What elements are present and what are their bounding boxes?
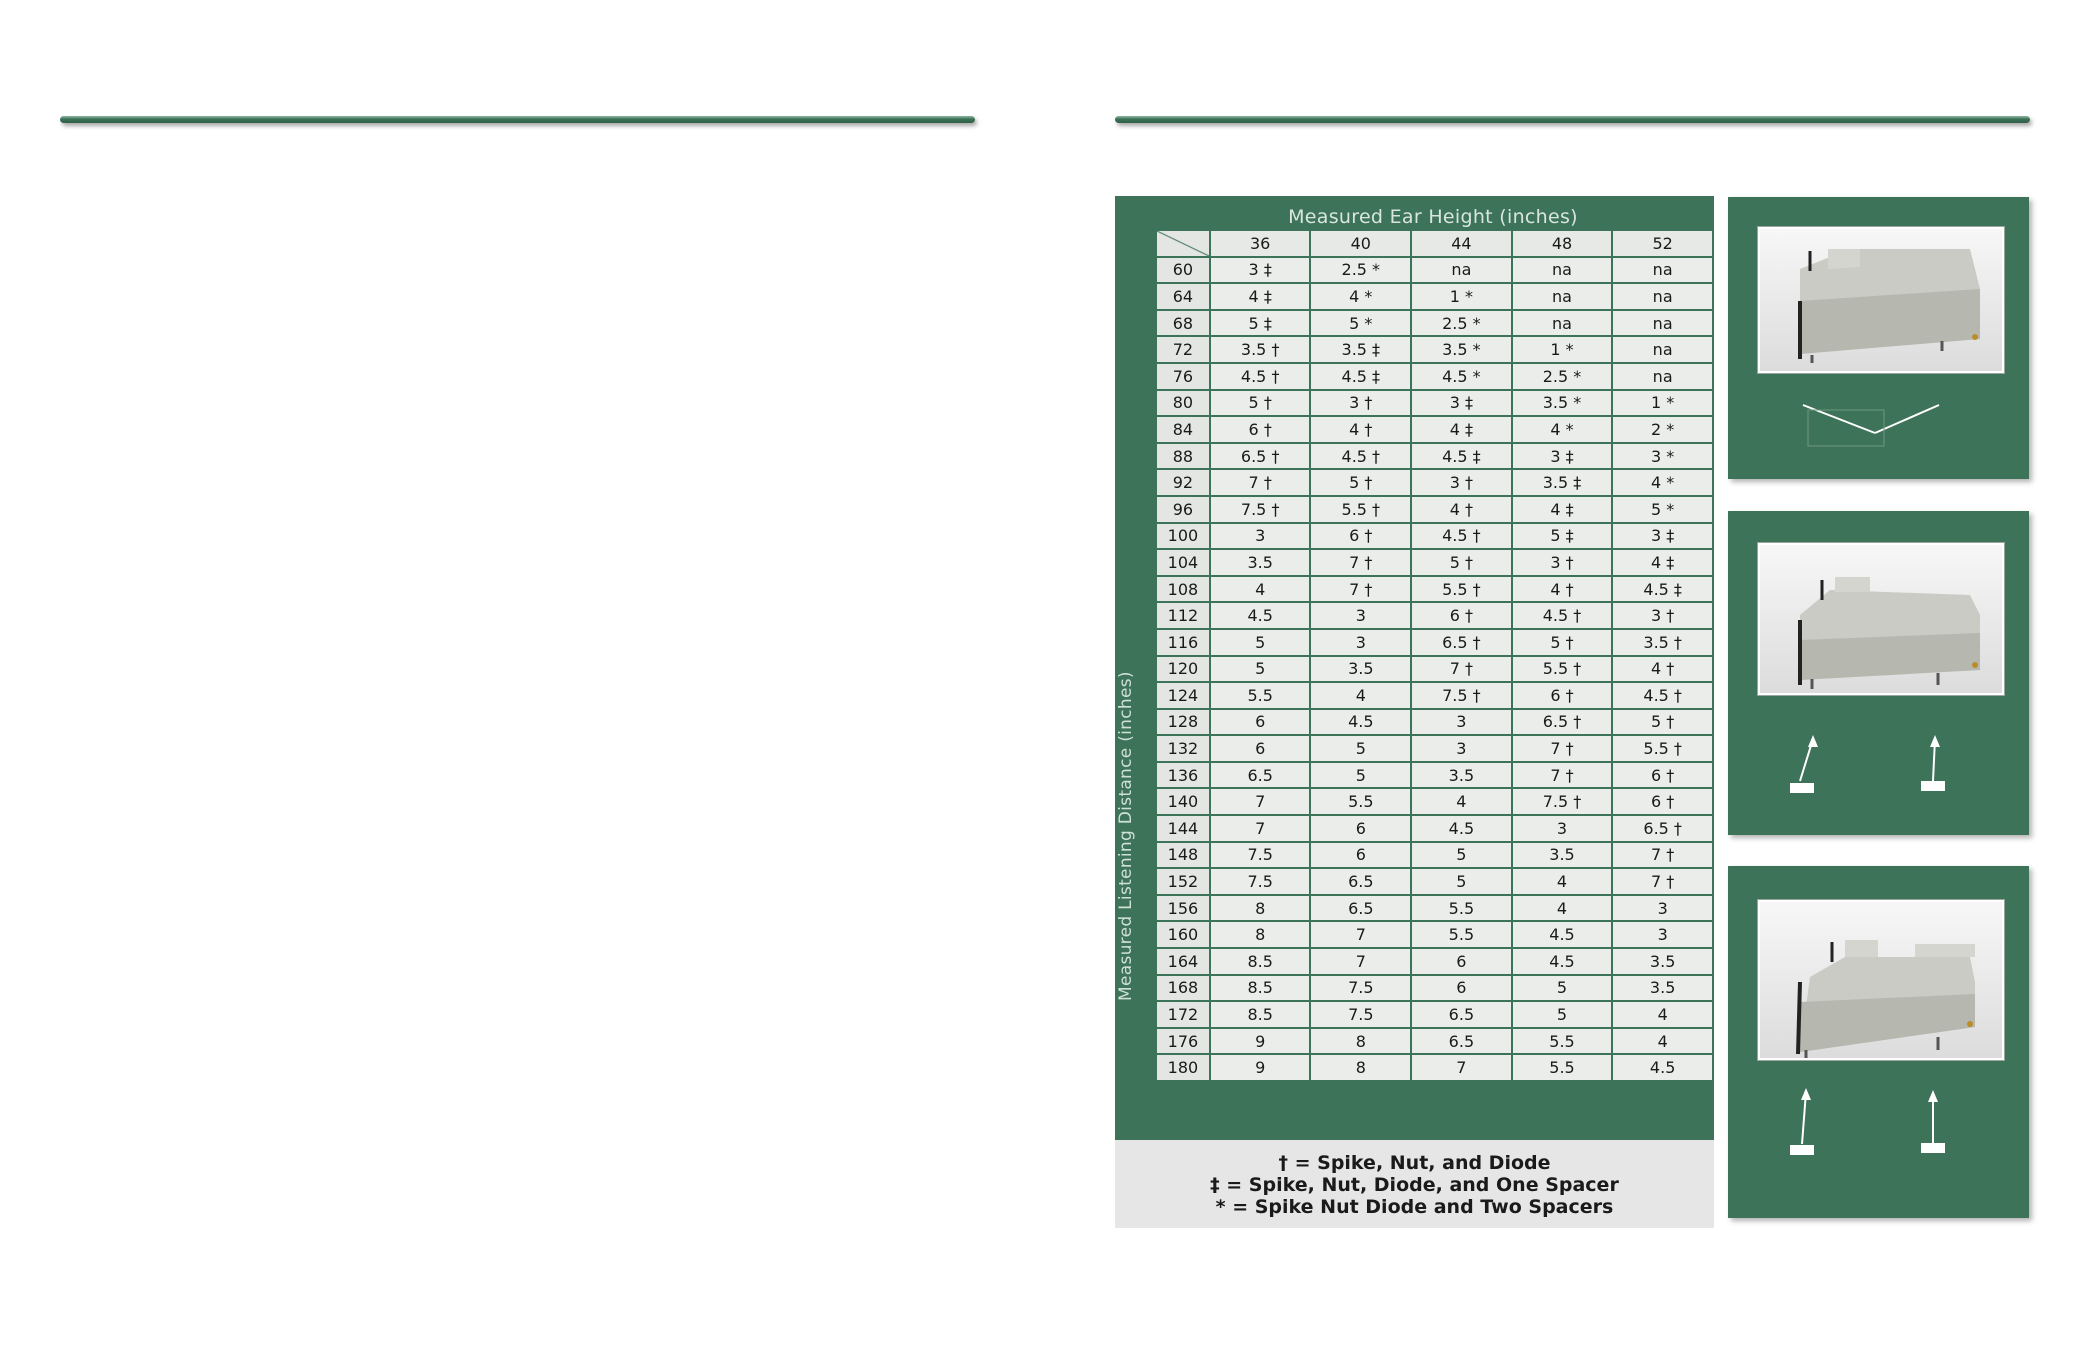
table-cell: 3.5 † xyxy=(1612,629,1713,656)
row-header-distance: 168 xyxy=(1156,975,1210,1002)
table-cell: na xyxy=(1612,363,1713,390)
table-cell: 3.5 * xyxy=(1512,390,1613,417)
table-cell: 4.5 † xyxy=(1310,443,1411,470)
table-row xyxy=(1156,443,1713,470)
table-row xyxy=(1156,656,1713,683)
table-cell: 6.5 † xyxy=(1612,815,1713,842)
row-header-distance: 96 xyxy=(1156,496,1210,523)
table-cell: 3.5 ‡ xyxy=(1310,336,1411,363)
table-cell: 7.5 † xyxy=(1210,496,1311,523)
table-cell: 6 xyxy=(1210,709,1311,736)
row-header-distance: 104 xyxy=(1156,549,1210,576)
column-header: 40 xyxy=(1310,230,1411,257)
table-row xyxy=(1156,682,1713,709)
pointer-arrows xyxy=(1728,197,2029,479)
table-cell: 5.5 xyxy=(1310,788,1411,815)
table-cell: 4 † xyxy=(1512,576,1613,603)
table-cell: 4 † xyxy=(1612,656,1713,683)
table-cell: 3.5 xyxy=(1210,549,1311,576)
table-cell: 4 ‡ xyxy=(1210,283,1311,310)
row-header-distance: 148 xyxy=(1156,842,1210,869)
table-cell: 4 † xyxy=(1411,496,1512,523)
pointer-arrows xyxy=(1728,866,2029,1218)
table-cell: 4 * xyxy=(1310,283,1411,310)
column-axis-title: Measured Ear Height (inches) xyxy=(1288,206,1578,228)
table-cell: 5 * xyxy=(1310,310,1411,337)
table-cell: 4 ‡ xyxy=(1612,549,1713,576)
table-cell: 4.5 † xyxy=(1411,523,1512,550)
table-cell: 4.5 xyxy=(1210,602,1311,629)
column-header: 52 xyxy=(1612,230,1713,257)
table-cell: 2.5 * xyxy=(1310,257,1411,284)
header-rule-left xyxy=(60,116,975,123)
table-cell: 4.5 xyxy=(1411,815,1512,842)
table-cell: 5.5 † xyxy=(1411,576,1512,603)
row-header-distance: 76 xyxy=(1156,363,1210,390)
table-cell: 8.5 xyxy=(1210,1001,1311,1028)
table-cell: 4.5 ‡ xyxy=(1411,443,1512,470)
legend xyxy=(1115,1140,1714,1228)
table-cell: 4 xyxy=(1612,1001,1713,1028)
table-cell: 3.5 xyxy=(1512,842,1613,869)
table-cell: 7 † xyxy=(1612,868,1713,895)
row-header-distance: 164 xyxy=(1156,948,1210,975)
table-cell: 2 * xyxy=(1612,416,1713,443)
table-cell: 6.5 xyxy=(1411,1001,1512,1028)
row-header-distance: 172 xyxy=(1156,1001,1210,1028)
table-cell: 4 xyxy=(1512,868,1613,895)
table-row xyxy=(1156,709,1713,736)
row-header-distance: 88 xyxy=(1156,443,1210,470)
row-header-distance: 176 xyxy=(1156,1028,1210,1055)
table-cell: 6.5 xyxy=(1310,868,1411,895)
table-cell: 5.5 xyxy=(1210,682,1311,709)
table-cell: 8 xyxy=(1210,895,1311,922)
table-cell: 7 † xyxy=(1612,842,1713,869)
table-row xyxy=(1156,310,1713,337)
table-row xyxy=(1156,549,1713,576)
table-cell: 4 * xyxy=(1612,469,1713,496)
table-cell: 3.5 xyxy=(1310,656,1411,683)
table-cell: 4.5 xyxy=(1512,921,1613,948)
table-row xyxy=(1156,523,1713,550)
table-row xyxy=(1156,469,1713,496)
table-cell: 6.5 † xyxy=(1210,443,1311,470)
table-cell: 4.5 xyxy=(1512,948,1613,975)
column-header: 48 xyxy=(1512,230,1613,257)
table-row xyxy=(1156,948,1713,975)
table-cell: 5 xyxy=(1411,842,1512,869)
row-header-distance: 144 xyxy=(1156,815,1210,842)
table-row xyxy=(1156,868,1713,895)
table-cell: 3.5 xyxy=(1612,975,1713,1002)
table-cell: 5 ‡ xyxy=(1512,523,1613,550)
table-cell: 4 xyxy=(1310,682,1411,709)
table-cell: 7 xyxy=(1310,921,1411,948)
table-cell: 3 xyxy=(1612,895,1713,922)
table-cell: 7.5 xyxy=(1310,975,1411,1002)
table-cell: 6.5 xyxy=(1310,895,1411,922)
table-cell: 6 xyxy=(1310,842,1411,869)
table-cell: 5.5 xyxy=(1512,1028,1613,1055)
table-cell: 3 xyxy=(1210,523,1311,550)
table-cell: 7 xyxy=(1411,1054,1512,1081)
table-cell: 3 xyxy=(1310,629,1411,656)
legend-line-one-spacer: ‡ = Spike, Nut, Diode, and One Spacer xyxy=(1210,1174,1619,1196)
row-header-distance: 92 xyxy=(1156,469,1210,496)
table-row xyxy=(1156,975,1713,1002)
row-header-distance: 120 xyxy=(1156,656,1210,683)
table-cell: na xyxy=(1512,310,1613,337)
table-cell: 6 † xyxy=(1310,523,1411,550)
callout-label-box xyxy=(1790,783,1814,793)
table-cell: 5 † xyxy=(1612,709,1713,736)
table-cell: 4.5 ‡ xyxy=(1612,576,1713,603)
row-header-distance: 116 xyxy=(1156,629,1210,656)
table-cell: 4 xyxy=(1512,895,1613,922)
table-cell: 9 xyxy=(1210,1054,1311,1081)
table-cell: 6.5 xyxy=(1411,1028,1512,1055)
row-header-distance: 100 xyxy=(1156,523,1210,550)
row-header-distance: 180 xyxy=(1156,1054,1210,1081)
table-cell: 6 † xyxy=(1612,788,1713,815)
row-header-distance: 68 xyxy=(1156,310,1210,337)
photo-panel-middle xyxy=(1728,511,2029,835)
table-cell: 7.5 xyxy=(1310,1001,1411,1028)
table-cell: 3.5 * xyxy=(1411,336,1512,363)
table-cell: 7 † xyxy=(1411,656,1512,683)
table-cell: 6 xyxy=(1310,815,1411,842)
header-rule-right xyxy=(1115,116,2030,123)
table-cell: 5.5 xyxy=(1411,895,1512,922)
pointer-arrows xyxy=(1728,511,2029,835)
table-cell: 4.5 † xyxy=(1512,602,1613,629)
table-cell: 9 xyxy=(1210,1028,1311,1055)
table-cell: na xyxy=(1612,283,1713,310)
table-row xyxy=(1156,735,1713,762)
table-cell: 3 ‡ xyxy=(1612,523,1713,550)
table-cell: 6.5 † xyxy=(1411,629,1512,656)
table-row xyxy=(1156,762,1713,789)
table-row xyxy=(1156,336,1713,363)
table-corner xyxy=(1156,230,1210,257)
table-cell: 7.5 † xyxy=(1411,682,1512,709)
table-cell: 4 † xyxy=(1310,416,1411,443)
table-cell: 3 xyxy=(1512,815,1613,842)
table-cell: 5 † xyxy=(1512,629,1613,656)
row-header-distance: 152 xyxy=(1156,868,1210,895)
table-cell: 3 ‡ xyxy=(1512,443,1613,470)
table-cell: 5 † xyxy=(1210,390,1311,417)
table-cell: 5 xyxy=(1512,1001,1613,1028)
table-cell: 5 xyxy=(1512,975,1613,1002)
table-cell: 4 ‡ xyxy=(1512,496,1613,523)
row-header-distance: 124 xyxy=(1156,682,1210,709)
column-header: 44 xyxy=(1411,230,1512,257)
table-row xyxy=(1156,416,1713,443)
table-row xyxy=(1156,629,1713,656)
table-cell: 5 † xyxy=(1310,469,1411,496)
table-cell: 3.5 † xyxy=(1210,336,1311,363)
table-cell: 4.5 xyxy=(1310,709,1411,736)
table-header-row xyxy=(1156,230,1713,257)
photo-panel-top xyxy=(1728,197,2029,479)
table-row xyxy=(1156,1028,1713,1055)
callout-label-box xyxy=(1790,1145,1814,1155)
table-cell: 3 xyxy=(1612,921,1713,948)
row-header-distance: 60 xyxy=(1156,257,1210,284)
table-cell: 4 ‡ xyxy=(1411,416,1512,443)
table-cell: 5.5 † xyxy=(1310,496,1411,523)
table-cell: 5 xyxy=(1210,629,1311,656)
table-cell: 3 ‡ xyxy=(1210,257,1311,284)
photo-panel-bottom xyxy=(1728,866,2029,1218)
table-cell: 3 † xyxy=(1612,602,1713,629)
table-cell: 7.5 xyxy=(1210,868,1311,895)
table-cell: 8 xyxy=(1310,1028,1411,1055)
table-row xyxy=(1156,815,1713,842)
table-cell: 5 xyxy=(1310,735,1411,762)
table-cell: 7 † xyxy=(1310,576,1411,603)
table-row xyxy=(1156,842,1713,869)
table-cell: 7 xyxy=(1210,815,1311,842)
column-header: 36 xyxy=(1210,230,1311,257)
table-row xyxy=(1156,257,1713,284)
row-header-distance: 128 xyxy=(1156,709,1210,736)
table-cell: 8 xyxy=(1310,1054,1411,1081)
table-cell: 5.5 xyxy=(1512,1054,1613,1081)
row-header-distance: 108 xyxy=(1156,576,1210,603)
table-cell: 3 xyxy=(1411,735,1512,762)
row-axis-title: Measured Listening Distance (inches) xyxy=(1116,671,1136,1001)
table-cell: 7.5 † xyxy=(1512,788,1613,815)
callout-label-box xyxy=(1921,1143,1945,1153)
table-cell: 3 † xyxy=(1512,549,1613,576)
table-cell: 8 xyxy=(1210,921,1311,948)
row-header-distance: 160 xyxy=(1156,921,1210,948)
table-cell: 6.5 xyxy=(1210,762,1311,789)
table-cell: 4.5 ‡ xyxy=(1310,363,1411,390)
table-cell: 5.5 xyxy=(1411,921,1512,948)
table-cell: 7 † xyxy=(1512,735,1613,762)
table-row xyxy=(1156,1001,1713,1028)
table-cell: 6 † xyxy=(1512,682,1613,709)
table-cell: 4.5 xyxy=(1612,1054,1713,1081)
table-cell: 3 † xyxy=(1411,469,1512,496)
table-cell: 1 * xyxy=(1512,336,1613,363)
callout-label-box xyxy=(1921,781,1945,791)
table-cell: 6 xyxy=(1411,975,1512,1002)
table-cell: 2.5 * xyxy=(1411,310,1512,337)
table-cell: 4 xyxy=(1411,788,1512,815)
table-row xyxy=(1156,602,1713,629)
row-header-distance: 136 xyxy=(1156,762,1210,789)
table-cell: 3.5 xyxy=(1411,762,1512,789)
table-cell: 7.5 xyxy=(1210,842,1311,869)
table-cell: 7 xyxy=(1210,788,1311,815)
row-header-distance: 72 xyxy=(1156,336,1210,363)
table-cell: na xyxy=(1612,257,1713,284)
row-header-distance: 140 xyxy=(1156,788,1210,815)
table-row xyxy=(1156,895,1713,922)
table-cell: 4.5 * xyxy=(1411,363,1512,390)
table-cell: 6 xyxy=(1411,948,1512,975)
table-cell: 4.5 † xyxy=(1210,363,1311,390)
legend-line-two-spacers: * = Spike Nut Diode and Two Spacers xyxy=(1215,1196,1614,1218)
table-cell: na xyxy=(1512,257,1613,284)
table-row xyxy=(1156,496,1713,523)
table-cell: 3.5 xyxy=(1612,948,1713,975)
table-cell: 8.5 xyxy=(1210,948,1311,975)
table-cell: 3 * xyxy=(1612,443,1713,470)
table-cell: 5 xyxy=(1310,762,1411,789)
table-cell: 5 ‡ xyxy=(1210,310,1311,337)
table-cell: 5 † xyxy=(1411,549,1512,576)
table-row xyxy=(1156,363,1713,390)
table-cell: 4.5 † xyxy=(1612,682,1713,709)
table-row xyxy=(1156,1054,1713,1081)
table-cell: 5 * xyxy=(1612,496,1713,523)
table-cell: 4 xyxy=(1612,1028,1713,1055)
table-cell: 3 † xyxy=(1310,390,1411,417)
table-row xyxy=(1156,576,1713,603)
table-row xyxy=(1156,788,1713,815)
table-cell: 6 † xyxy=(1612,762,1713,789)
table-cell: 8.5 xyxy=(1210,975,1311,1002)
table-cell: 6 xyxy=(1210,735,1311,762)
table-cell: 6 † xyxy=(1210,416,1311,443)
table-cell: 6 † xyxy=(1411,602,1512,629)
table-cell: 3 ‡ xyxy=(1411,390,1512,417)
table-cell: 5 xyxy=(1210,656,1311,683)
row-header-distance: 80 xyxy=(1156,390,1210,417)
table-cell: 7 † xyxy=(1310,549,1411,576)
row-header-distance: 64 xyxy=(1156,283,1210,310)
table-cell: na xyxy=(1411,257,1512,284)
table-cell: 3 xyxy=(1411,709,1512,736)
table-cell: 1 * xyxy=(1612,390,1713,417)
table-cell: 2.5 * xyxy=(1512,363,1613,390)
table-cell: 4 xyxy=(1210,576,1311,603)
row-header-distance: 112 xyxy=(1156,602,1210,629)
table-cell: 5.5 † xyxy=(1512,656,1613,683)
height-table-panel xyxy=(1115,196,1714,1140)
height-table xyxy=(1155,229,1714,1082)
table-row xyxy=(1156,283,1713,310)
table-cell: na xyxy=(1612,310,1713,337)
table-row xyxy=(1156,921,1713,948)
table-cell: na xyxy=(1612,336,1713,363)
table-cell: 4 * xyxy=(1512,416,1613,443)
row-header-distance: 132 xyxy=(1156,735,1210,762)
table-cell: 7 † xyxy=(1512,762,1613,789)
legend-line-spike-nut-diode: † = Spike, Nut, and Diode xyxy=(1278,1152,1551,1174)
table-cell: 5.5 † xyxy=(1612,735,1713,762)
row-header-distance: 84 xyxy=(1156,416,1210,443)
table-cell: 3.5 ‡ xyxy=(1512,469,1613,496)
row-header-distance: 156 xyxy=(1156,895,1210,922)
table-cell: 7 † xyxy=(1210,469,1311,496)
table-cell: na xyxy=(1512,283,1613,310)
table-cell: 3 xyxy=(1310,602,1411,629)
table-row xyxy=(1156,390,1713,417)
table-cell: 6.5 † xyxy=(1512,709,1613,736)
table-cell: 1 * xyxy=(1411,283,1512,310)
table-cell: 7 xyxy=(1310,948,1411,975)
table-cell: 5 xyxy=(1411,868,1512,895)
